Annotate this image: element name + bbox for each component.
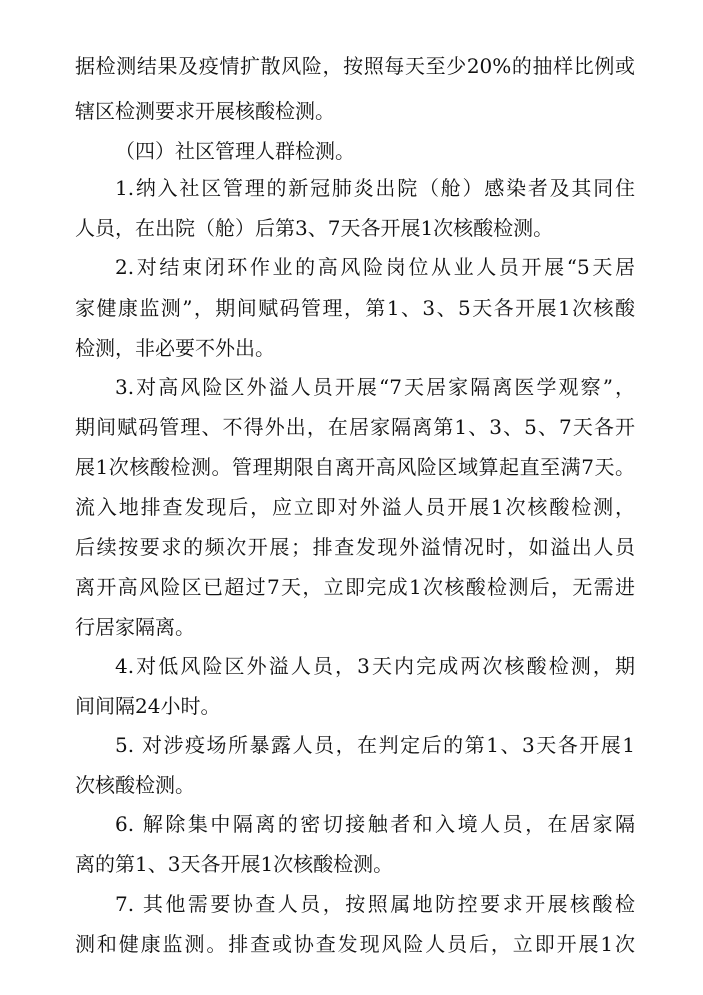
item-4-line-1: 4.对低风险区外溢人员，3天内完成两次核酸检测，期 — [115, 654, 635, 678]
item-3-line-4: 流入地排查发现后，应立即对外溢人员开展1次核酸检测， — [75, 495, 635, 519]
text-line-2: 辖区检测要求开展核酸检测。 — [75, 99, 335, 123]
item-6-line-1: 6. 解除集中隔离的密切接触者和入境人员，在居家隔 — [115, 812, 635, 836]
item-4-line-2: 间间隔24小时。 — [75, 694, 221, 718]
text-line-1: 据检测结果及疫情扩散风险，按照每天至少20%的抽样比例或 — [75, 54, 635, 78]
item-3-line-7: 行居家隔离。 — [75, 615, 195, 639]
item-5-line-1: 5. 对涉疫场所暴露人员，在判定后的第1、3天各开展1 — [115, 733, 635, 757]
item-3-line-6: 离开高风险区已超过7天，立即完成1次核酸检测后，无需进 — [75, 575, 635, 599]
item-1-line-1: 1.纳入社区管理的新冠肺炎出院（舱）感染者及其同住 — [115, 176, 635, 200]
item-3-line-5: 后续按要求的频次开展；排查发现外溢情况时，如溢出人员 — [75, 535, 635, 559]
item-2-line-2: 家健康监测”，期间赋码管理，第1、3、5天各开展1次核酸 — [75, 296, 635, 320]
section-heading: （四）社区管理人群检测。 — [115, 139, 355, 163]
item-2-line-1: 2.对结束闭环作业的高风险岗位从业人员开展“5天居 — [115, 255, 635, 279]
item-6-line-2: 离的第1、3天各开展1次核酸检测。 — [75, 852, 394, 876]
item-1-line-2: 人员，在出院（舱）后第3、7天各开展1次核酸检测。 — [75, 216, 554, 240]
item-3-line-2: 期间赋码管理、不得外出，在居家隔离第1、3、5、7天各开 — [75, 415, 635, 439]
item-2-line-3: 检测，非必要不外出。 — [75, 336, 275, 360]
item-7-line-1: 7. 其他需要协查人员，按照属地防控要求开展核酸检 — [115, 892, 635, 916]
item-3-line-1: 3.对高风险区外溢人员开展“7天居家隔离医学观察”， — [115, 375, 635, 399]
item-5-line-2: 次核酸检测。 — [75, 773, 195, 797]
item-3-line-3: 展1次核酸检测。管理期限自离开高风险区域算起直至满7天。 — [75, 455, 635, 479]
item-7-line-2: 测和健康监测。排查或协查发现风险人员后，立即开展1次 — [75, 932, 635, 956]
